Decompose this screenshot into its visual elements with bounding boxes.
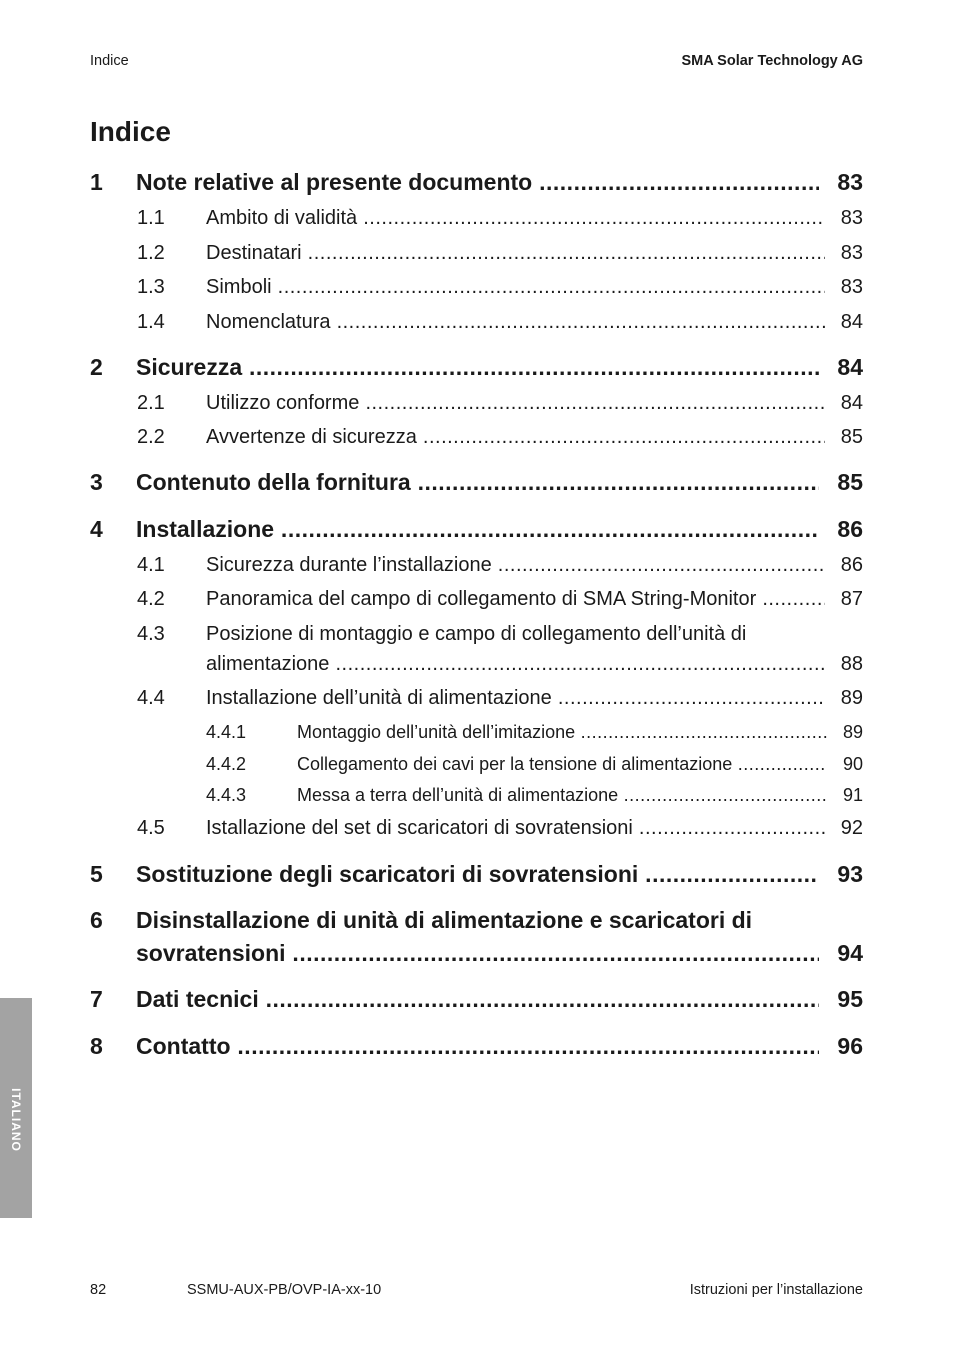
toc-page: 83 xyxy=(840,276,863,298)
toc-number: 4.4.3 xyxy=(206,785,247,805)
toc-title: alimentazione ..... xyxy=(206,653,825,676)
toc-title-line: Posizione di montaggio e campo di collegamento dell’unità di xyxy=(206,623,747,645)
toc-number: 6 xyxy=(90,907,103,933)
toc-title: Istallazione del set di scaricatori di sovratensioni ..... xyxy=(206,817,825,840)
language-tab-label: ITALIANO xyxy=(9,1088,23,1152)
toc-entry[interactable] xyxy=(0,1033,863,1060)
toc-page: 84 xyxy=(837,354,863,380)
toc-entry[interactable] xyxy=(0,169,863,196)
toc-number: 2 xyxy=(90,354,103,380)
toc-title: Installazione dell’unità di alimentazione ..... xyxy=(206,687,825,710)
toc-number: 2.2 xyxy=(137,426,165,448)
toc-title: sovratensioni ..... xyxy=(136,940,819,967)
toc-number: 4.4 xyxy=(137,687,165,709)
toc-page: 83 xyxy=(840,207,863,229)
toc-page: 86 xyxy=(837,516,863,542)
toc-number: 2.1 xyxy=(137,392,165,414)
toc-page: 94 xyxy=(837,940,863,966)
toc-number: 1.1 xyxy=(137,207,165,229)
toc-page: 85 xyxy=(840,426,863,448)
toc-title: Messa a terra dell’unità di alimentazione ..... xyxy=(297,785,827,806)
toc-entry[interactable] xyxy=(0,817,863,840)
toc-page: 86 xyxy=(840,554,863,576)
toc-entry[interactable] xyxy=(0,986,863,1013)
toc-title: Contenuto della fornitura ..... xyxy=(136,469,819,496)
toc-title: Sostituzione degli scaricatori di sovratensioni ..... xyxy=(136,861,819,888)
running-header-left: Indice xyxy=(90,53,129,69)
toc-page: 92 xyxy=(840,817,863,839)
toc-entry[interactable] xyxy=(0,392,863,415)
toc-title: Panoramica del campo di collegamento di SMA String-Monitor ..... xyxy=(206,588,825,611)
toc-number: 4.2 xyxy=(137,588,165,610)
toc-title: Collegamento dei cavi per la tensione di alimentazione ..... xyxy=(297,754,827,775)
toc-title: Sicurezza durante l’installazione ..... xyxy=(206,554,825,577)
toc-number: 1.2 xyxy=(137,242,165,264)
footer-doc-code: SSMU-AUX-PB/OVP-IA-xx-10 xyxy=(187,1282,382,1298)
toc-title-line: Disinstallazione di unità di alimentazione e scaricatori di xyxy=(136,907,753,933)
toc-title: Destinatari ..... xyxy=(206,242,825,265)
toc-number: 1 xyxy=(90,169,103,195)
toc-title: Nomenclatura ..... xyxy=(206,311,825,334)
toc-entry[interactable] xyxy=(0,861,863,888)
toc-number: 8 xyxy=(90,1033,103,1059)
toc-page: 83 xyxy=(837,169,863,195)
footer-doc-type: Istruzioni per l’installazione xyxy=(689,1282,863,1298)
toc-number: 4.4.1 xyxy=(206,722,247,742)
toc-number: 4 xyxy=(90,516,103,542)
toc-entry[interactable] xyxy=(0,242,863,265)
toc-entry[interactable] xyxy=(0,469,863,496)
toc-number: 4.5 xyxy=(137,817,165,839)
toc-page: 88 xyxy=(840,653,863,675)
toc-title: Montaggio dell’unità dell’imitazione ..... xyxy=(297,722,827,743)
toc-number: 4.4.2 xyxy=(206,754,247,774)
toc-number: 1.3 xyxy=(137,276,165,298)
toc-page: 90 xyxy=(842,754,863,774)
toc-title: Dati tecnici ..... xyxy=(136,986,819,1013)
running-header-right: SMA Solar Technology AG xyxy=(681,53,863,69)
toc-title: Ambito di validità ..... xyxy=(206,207,825,230)
toc-entry[interactable] xyxy=(0,311,863,334)
toc-title: Contatto ..... xyxy=(136,1033,819,1060)
toc-number: 1.4 xyxy=(137,311,165,333)
toc-page: 84 xyxy=(840,311,863,333)
toc-entry-continuation[interactable] xyxy=(0,940,863,967)
toc-number: 4.1 xyxy=(137,554,165,576)
toc-entry[interactable] xyxy=(0,354,863,381)
toc-entry-continuation[interactable] xyxy=(0,653,863,676)
footer-page-number: 82 xyxy=(90,1282,107,1298)
toc-title: Avvertenze di sicurezza ..... xyxy=(206,426,825,449)
toc-title: Utilizzo conforme ..... xyxy=(206,392,825,415)
toc-entry[interactable] xyxy=(0,426,863,449)
toc-page: 93 xyxy=(837,861,863,887)
toc-page: 95 xyxy=(837,986,863,1012)
toc-page: 84 xyxy=(840,392,863,414)
toc-title: Simboli ..... xyxy=(206,276,825,299)
toc-entry[interactable] xyxy=(0,754,863,775)
toc-entry[interactable] xyxy=(0,785,863,806)
toc-entry[interactable] xyxy=(0,554,863,577)
toc-page: 96 xyxy=(837,1033,863,1059)
toc-page: 91 xyxy=(842,785,863,805)
toc-title: Sicurezza ..... xyxy=(136,354,819,381)
toc-number: 5 xyxy=(90,861,103,887)
toc-entry[interactable] xyxy=(0,687,863,710)
toc-entry[interactable] xyxy=(0,276,863,299)
toc-title: Note relative al presente documento ..... xyxy=(136,169,819,196)
toc-page: 85 xyxy=(837,469,863,495)
toc-entry[interactable] xyxy=(0,207,863,230)
toc-entry[interactable] xyxy=(0,722,863,743)
toc-title: Installazione ..... xyxy=(136,516,819,543)
page-title: Indice xyxy=(90,116,171,147)
toc-page: 89 xyxy=(840,687,863,709)
toc-entry[interactable] xyxy=(0,516,863,543)
toc-page: 87 xyxy=(840,588,863,610)
toc-number: 4.3 xyxy=(137,623,165,645)
toc-page: 83 xyxy=(840,242,863,264)
toc-page: 89 xyxy=(842,722,863,742)
toc-number: 3 xyxy=(90,469,103,495)
toc-number: 7 xyxy=(90,986,103,1012)
toc-entry[interactable] xyxy=(0,588,863,611)
